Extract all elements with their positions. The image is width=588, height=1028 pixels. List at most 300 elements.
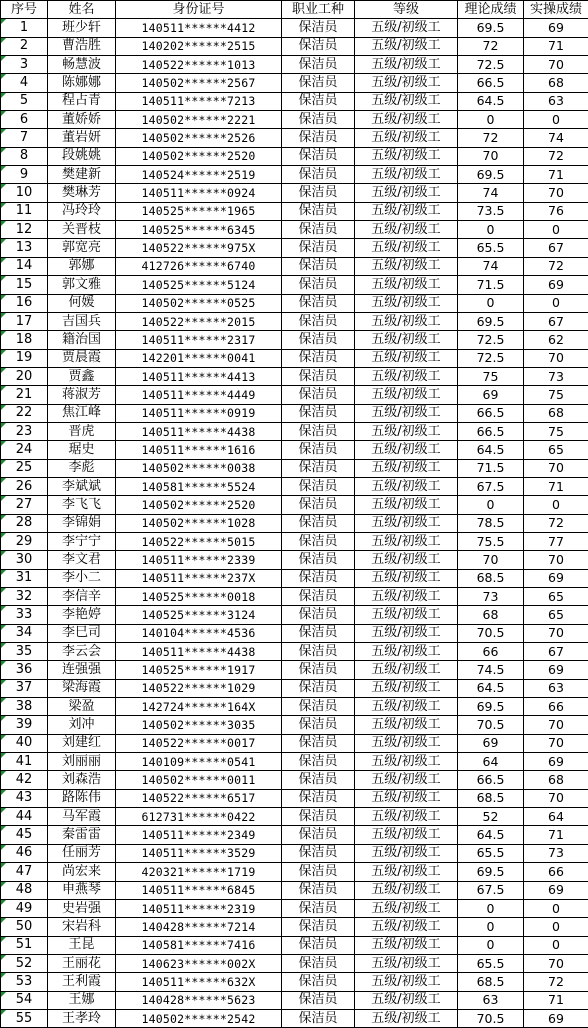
- cell-practice-score[interactable]: 69: [524, 753, 588, 771]
- cell-level[interactable]: 五级/初级工: [355, 569, 458, 587]
- cell-theory-score[interactable]: 69.5: [458, 166, 524, 184]
- cell-job[interactable]: 保洁员: [282, 643, 355, 661]
- cell-theory-score[interactable]: 69: [458, 734, 524, 752]
- cell-id-number[interactable]: 140522******975X: [116, 239, 282, 257]
- cell-name[interactable]: 蒋淑芳: [48, 386, 116, 404]
- cell-theory-score[interactable]: 65.5: [458, 954, 524, 972]
- cell-name[interactable]: 宋岩科: [48, 918, 116, 936]
- cell-theory-score[interactable]: 72.5: [458, 331, 524, 349]
- cell-job[interactable]: 保洁员: [282, 863, 355, 881]
- cell-job[interactable]: 保洁员: [282, 349, 355, 367]
- cell-name[interactable]: 王昆: [48, 936, 116, 954]
- cell-practice-score[interactable]: 66: [524, 863, 588, 881]
- cell-name[interactable]: 李艳婷: [48, 606, 116, 624]
- cell-level[interactable]: 五级/初级工: [355, 37, 458, 55]
- cell-practice-score[interactable]: 75: [524, 422, 588, 440]
- cell-no[interactable]: [1, 239, 48, 257]
- cell-level[interactable]: 五级/初级工: [355, 624, 458, 642]
- cell-id-number[interactable]: 140502******2221: [116, 111, 282, 129]
- cell-practice-score[interactable]: 77: [524, 532, 588, 550]
- cell-level[interactable]: 五级/初级工: [355, 459, 458, 477]
- cell-name[interactable]: 陈娜娜: [48, 74, 116, 92]
- cell-id-number[interactable]: 140581******7416: [116, 936, 282, 954]
- cell-level[interactable]: 五级/初级工: [355, 808, 458, 826]
- cell-id-number[interactable]: 140502******2542: [116, 1009, 282, 1027]
- cell-id-number[interactable]: 140522******1013: [116, 56, 282, 74]
- cell-theory-score[interactable]: 74: [458, 257, 524, 275]
- cell-no[interactable]: [1, 863, 48, 881]
- cell-level[interactable]: 五级/初级工: [355, 661, 458, 679]
- cell-level[interactable]: 五级/初级工: [355, 441, 458, 459]
- cell-name[interactable]: 秦雷雷: [48, 826, 116, 844]
- cell-name[interactable]: 贾晨霞: [48, 349, 116, 367]
- cell-id-number[interactable]: 140525******1917: [116, 661, 282, 679]
- cell-name[interactable]: 李小二: [48, 569, 116, 587]
- cell-job[interactable]: 保洁员: [282, 404, 355, 422]
- cell-theory-score[interactable]: 66.5: [458, 74, 524, 92]
- cell-job[interactable]: 保洁员: [282, 459, 355, 477]
- cell-id-number[interactable]: 140511******4413: [116, 367, 282, 385]
- cell-practice-score[interactable]: 68: [524, 771, 588, 789]
- cell-name[interactable]: 程占青: [48, 92, 116, 110]
- cell-no[interactable]: [1, 789, 48, 807]
- cell-theory-score[interactable]: 67.5: [458, 881, 524, 899]
- cell-id-number[interactable]: 420321******1719: [116, 863, 282, 881]
- cell-name[interactable]: 关晋枝: [48, 221, 116, 239]
- cell-job[interactable]: 保洁员: [282, 202, 355, 220]
- cell-level[interactable]: 五级/初级工: [355, 991, 458, 1009]
- cell-theory-score[interactable]: 74.5: [458, 661, 524, 679]
- cell-id-number[interactable]: 140502******2567: [116, 74, 282, 92]
- cell-level[interactable]: 五级/初级工: [355, 936, 458, 954]
- cell-id-number[interactable]: 140502******2526: [116, 129, 282, 147]
- cell-name[interactable]: 王孝玲: [48, 1009, 116, 1027]
- cell-job[interactable]: 保洁员: [282, 1009, 355, 1027]
- cell-job[interactable]: 保洁员: [282, 826, 355, 844]
- cell-name[interactable]: 吉国兵: [48, 312, 116, 330]
- cell-theory-score[interactable]: 66.5: [458, 771, 524, 789]
- cell-name[interactable]: 董岩妍: [48, 129, 116, 147]
- cell-practice-score[interactable]: 70: [524, 56, 588, 74]
- cell-practice-score[interactable]: 71: [524, 991, 588, 1009]
- cell-name[interactable]: 郭娜: [48, 257, 116, 275]
- cell-no[interactable]: [1, 698, 48, 716]
- cell-job[interactable]: 保洁员: [282, 37, 355, 55]
- cell-no[interactable]: [1, 734, 48, 752]
- cell-no[interactable]: [1, 918, 48, 936]
- cell-level[interactable]: 五级/初级工: [355, 954, 458, 972]
- cell-id-number[interactable]: 140522******0017: [116, 734, 282, 752]
- cell-id-number[interactable]: 140524******2519: [116, 166, 282, 184]
- cell-job[interactable]: 保洁员: [282, 734, 355, 752]
- cell-id-number[interactable]: 140502******3035: [116, 716, 282, 734]
- cell-id-number[interactable]: 140428******7214: [116, 918, 282, 936]
- cell-name[interactable]: 王娜: [48, 991, 116, 1009]
- cell-theory-score[interactable]: 52: [458, 808, 524, 826]
- cell-theory-score[interactable]: 0: [458, 899, 524, 917]
- cell-level[interactable]: 五级/初级工: [355, 477, 458, 495]
- cell-theory-score[interactable]: 70: [458, 147, 524, 165]
- cell-practice-score[interactable]: 68: [524, 404, 588, 422]
- cell-theory-score[interactable]: 63: [458, 991, 524, 1009]
- cell-name[interactable]: 尚宏来: [48, 863, 116, 881]
- cell-id-number[interactable]: 140525******6345: [116, 221, 282, 239]
- header-name[interactable]: 姓名: [48, 1, 116, 19]
- cell-level[interactable]: 五级/初级工: [355, 771, 458, 789]
- cell-level[interactable]: 五级/初级工: [355, 294, 458, 312]
- cell-id-number[interactable]: 140511******3529: [116, 844, 282, 862]
- cell-job[interactable]: 保洁员: [282, 716, 355, 734]
- cell-practice-score[interactable]: 65: [524, 588, 588, 606]
- cell-no[interactable]: [1, 349, 48, 367]
- cell-level[interactable]: 五级/初级工: [355, 276, 458, 294]
- cell-name[interactable]: 畅慧波: [48, 56, 116, 74]
- cell-no[interactable]: [1, 954, 48, 972]
- cell-id-number[interactable]: 140428******5623: [116, 991, 282, 1009]
- cell-no[interactable]: [1, 991, 48, 1009]
- cell-no[interactable]: [1, 753, 48, 771]
- cell-id-number[interactable]: 140511******4438: [116, 643, 282, 661]
- cell-id-number[interactable]: 140502******0525: [116, 294, 282, 312]
- cell-id-number[interactable]: 140202******2515: [116, 37, 282, 55]
- cell-practice-score[interactable]: 67: [524, 239, 588, 257]
- cell-id-number[interactable]: 140511******6845: [116, 881, 282, 899]
- cell-id-number[interactable]: 140511******2317: [116, 331, 282, 349]
- cell-no[interactable]: [1, 477, 48, 495]
- cell-id-number[interactable]: 140511******4412: [116, 19, 282, 37]
- cell-practice-score[interactable]: 75: [524, 386, 588, 404]
- cell-name[interactable]: 李飞飞: [48, 496, 116, 514]
- cell-job[interactable]: 保洁员: [282, 276, 355, 294]
- cell-name[interactable]: 刘森浩: [48, 771, 116, 789]
- header-practice[interactable]: 实操成绩: [524, 1, 588, 19]
- cell-name[interactable]: 冯玲玲: [48, 202, 116, 220]
- cell-job[interactable]: 保洁员: [282, 147, 355, 165]
- cell-job[interactable]: 保洁员: [282, 569, 355, 587]
- cell-id-number[interactable]: 140104******4536: [116, 624, 282, 642]
- cell-theory-score[interactable]: 66.5: [458, 422, 524, 440]
- cell-no[interactable]: [1, 459, 48, 477]
- cell-practice-score[interactable]: 62: [524, 331, 588, 349]
- cell-name[interactable]: 梁盈: [48, 698, 116, 716]
- cell-level[interactable]: 五级/初级工: [355, 202, 458, 220]
- cell-theory-score[interactable]: 74: [458, 184, 524, 202]
- cell-theory-score[interactable]: 69.5: [458, 863, 524, 881]
- cell-no[interactable]: [1, 294, 48, 312]
- cell-name[interactable]: 郭宽亮: [48, 239, 116, 257]
- cell-name[interactable]: 焦江峰: [48, 404, 116, 422]
- cell-no[interactable]: [1, 404, 48, 422]
- cell-no[interactable]: [1, 19, 48, 37]
- cell-level[interactable]: 五级/初级工: [355, 973, 458, 991]
- cell-level[interactable]: 五级/初级工: [355, 221, 458, 239]
- cell-name[interactable]: 申燕琴: [48, 881, 116, 899]
- cell-name[interactable]: 贾鑫: [48, 367, 116, 385]
- cell-job[interactable]: 保洁员: [282, 239, 355, 257]
- cell-id-number[interactable]: 140525******1965: [116, 202, 282, 220]
- cell-name[interactable]: 路陈伟: [48, 789, 116, 807]
- cell-level[interactable]: 五级/初级工: [355, 92, 458, 110]
- cell-no[interactable]: [1, 606, 48, 624]
- cell-level[interactable]: 五级/初级工: [355, 551, 458, 569]
- cell-job[interactable]: 保洁员: [282, 606, 355, 624]
- cell-practice-score[interactable]: 0: [524, 221, 588, 239]
- cell-id-number[interactable]: 612731******0422: [116, 808, 282, 826]
- cell-name[interactable]: 刘冲: [48, 716, 116, 734]
- cell-theory-score[interactable]: 69.5: [458, 19, 524, 37]
- cell-no[interactable]: [1, 367, 48, 385]
- cell-theory-score[interactable]: 68: [458, 606, 524, 624]
- cell-theory-score[interactable]: 0: [458, 936, 524, 954]
- cell-level[interactable]: 五级/初级工: [355, 257, 458, 275]
- cell-level[interactable]: 五级/初级工: [355, 753, 458, 771]
- cell-no[interactable]: [1, 679, 48, 697]
- cell-practice-score[interactable]: 63: [524, 92, 588, 110]
- cell-no[interactable]: [1, 936, 48, 954]
- cell-no[interactable]: [1, 147, 48, 165]
- cell-no[interactable]: [1, 771, 48, 789]
- cell-no[interactable]: [1, 532, 48, 550]
- cell-name[interactable]: 李巳司: [48, 624, 116, 642]
- cell-id-number[interactable]: 140581******5524: [116, 477, 282, 495]
- header-no[interactable]: 序号: [1, 1, 48, 19]
- cell-id-number[interactable]: 412726******6740: [116, 257, 282, 275]
- cell-name[interactable]: 李文君: [48, 551, 116, 569]
- cell-name[interactable]: 樊琳芳: [48, 184, 116, 202]
- cell-theory-score[interactable]: 68.5: [458, 973, 524, 991]
- cell-practice-score[interactable]: 65: [524, 606, 588, 624]
- cell-practice-score[interactable]: 73: [524, 844, 588, 862]
- cell-practice-score[interactable]: 73: [524, 367, 588, 385]
- cell-job[interactable]: 保洁员: [282, 92, 355, 110]
- cell-theory-score[interactable]: 73.5: [458, 202, 524, 220]
- cell-id-number[interactable]: 140511******2319: [116, 899, 282, 917]
- cell-name[interactable]: 史岩强: [48, 899, 116, 917]
- cell-id-number[interactable]: 140525******5124: [116, 276, 282, 294]
- cell-id-number[interactable]: 140511******4449: [116, 386, 282, 404]
- cell-practice-score[interactable]: 64: [524, 808, 588, 826]
- cell-practice-score[interactable]: 69: [524, 881, 588, 899]
- cell-theory-score[interactable]: 69.5: [458, 312, 524, 330]
- cell-name[interactable]: 樊建新: [48, 166, 116, 184]
- cell-job[interactable]: 保洁员: [282, 56, 355, 74]
- cell-level[interactable]: 五级/初级工: [355, 367, 458, 385]
- cell-id-number[interactable]: 140502******1028: [116, 514, 282, 532]
- cell-job[interactable]: 保洁员: [282, 661, 355, 679]
- cell-id-number[interactable]: 140502******2520: [116, 147, 282, 165]
- cell-job[interactable]: 保洁员: [282, 129, 355, 147]
- cell-level[interactable]: 五级/初级工: [355, 826, 458, 844]
- cell-name[interactable]: 连强强: [48, 661, 116, 679]
- cell-theory-score[interactable]: 70: [458, 551, 524, 569]
- cell-no[interactable]: [1, 184, 48, 202]
- cell-no[interactable]: [1, 881, 48, 899]
- cell-level[interactable]: 五级/初级工: [355, 789, 458, 807]
- cell-no[interactable]: [1, 331, 48, 349]
- cell-level[interactable]: 五级/初级工: [355, 606, 458, 624]
- cell-no[interactable]: [1, 92, 48, 110]
- cell-no[interactable]: [1, 202, 48, 220]
- header-theory[interactable]: 理论成绩: [458, 1, 524, 19]
- cell-theory-score[interactable]: 69.5: [458, 698, 524, 716]
- header-level[interactable]: 等级: [355, 1, 458, 19]
- cell-theory-score[interactable]: 64.5: [458, 826, 524, 844]
- cell-level[interactable]: 五级/初级工: [355, 166, 458, 184]
- cell-practice-score[interactable]: 70: [524, 624, 588, 642]
- cell-no[interactable]: [1, 514, 48, 532]
- cell-theory-score[interactable]: 72.5: [458, 349, 524, 367]
- cell-theory-score[interactable]: 65.5: [458, 844, 524, 862]
- cell-name[interactable]: 刘丽丽: [48, 753, 116, 771]
- cell-level[interactable]: 五级/初级工: [355, 643, 458, 661]
- cell-practice-score[interactable]: 70: [524, 184, 588, 202]
- cell-level[interactable]: 五级/初级工: [355, 881, 458, 899]
- cell-job[interactable]: 保洁员: [282, 588, 355, 606]
- cell-theory-score[interactable]: 0: [458, 294, 524, 312]
- cell-theory-score[interactable]: 73: [458, 588, 524, 606]
- cell-theory-score[interactable]: 0: [458, 918, 524, 936]
- cell-name[interactable]: 曹浩胜: [48, 37, 116, 55]
- cell-theory-score[interactable]: 70.5: [458, 716, 524, 734]
- cell-practice-score[interactable]: 70: [524, 459, 588, 477]
- cell-job[interactable]: 保洁员: [282, 698, 355, 716]
- cell-id-number[interactable]: 140511******0924: [116, 184, 282, 202]
- cell-name[interactable]: 李彪: [48, 459, 116, 477]
- cell-theory-score[interactable]: 68.5: [458, 789, 524, 807]
- cell-theory-score[interactable]: 64.5: [458, 92, 524, 110]
- cell-level[interactable]: 五级/初级工: [355, 588, 458, 606]
- cell-no[interactable]: [1, 422, 48, 440]
- cell-level[interactable]: 五级/初级工: [355, 496, 458, 514]
- cell-practice-score[interactable]: 69: [524, 569, 588, 587]
- cell-id-number[interactable]: 140511******0919: [116, 404, 282, 422]
- cell-no[interactable]: [1, 496, 48, 514]
- cell-theory-score[interactable]: 64.5: [458, 679, 524, 697]
- cell-no[interactable]: [1, 973, 48, 991]
- cell-name[interactable]: 梁海霞: [48, 679, 116, 697]
- cell-no[interactable]: [1, 551, 48, 569]
- cell-level[interactable]: 五级/初级工: [355, 184, 458, 202]
- cell-id-number[interactable]: 140502******0011: [116, 771, 282, 789]
- cell-level[interactable]: 五级/初级工: [355, 147, 458, 165]
- cell-practice-score[interactable]: 72: [524, 514, 588, 532]
- cell-level[interactable]: 五级/初级工: [355, 386, 458, 404]
- cell-id-number[interactable]: 140525******3124: [116, 606, 282, 624]
- cell-level[interactable]: 五级/初级工: [355, 1009, 458, 1027]
- cell-theory-score[interactable]: 72: [458, 129, 524, 147]
- cell-practice-score[interactable]: 70: [524, 551, 588, 569]
- cell-practice-score[interactable]: 63: [524, 679, 588, 697]
- cell-level[interactable]: 五级/初级工: [355, 349, 458, 367]
- cell-id-number[interactable]: 140511******1616: [116, 441, 282, 459]
- cell-id-number[interactable]: 140623******002X: [116, 954, 282, 972]
- cell-theory-score[interactable]: 71.5: [458, 276, 524, 294]
- cell-level[interactable]: 五级/初级工: [355, 863, 458, 881]
- cell-job[interactable]: 保洁员: [282, 881, 355, 899]
- cell-theory-score[interactable]: 66.5: [458, 404, 524, 422]
- cell-theory-score[interactable]: 65.5: [458, 239, 524, 257]
- cell-practice-score[interactable]: 69: [524, 276, 588, 294]
- cell-practice-score[interactable]: 71: [524, 477, 588, 495]
- cell-level[interactable]: 五级/初级工: [355, 734, 458, 752]
- cell-name[interactable]: 王利霞: [48, 973, 116, 991]
- cell-no[interactable]: [1, 221, 48, 239]
- cell-id-number[interactable]: 140511******7213: [116, 92, 282, 110]
- cell-no[interactable]: [1, 844, 48, 862]
- cell-level[interactable]: 五级/初级工: [355, 129, 458, 147]
- cell-theory-score[interactable]: 68.5: [458, 569, 524, 587]
- cell-id-number[interactable]: 140511******2339: [116, 551, 282, 569]
- cell-theory-score[interactable]: 0: [458, 496, 524, 514]
- cell-practice-score[interactable]: 72: [524, 257, 588, 275]
- cell-practice-score[interactable]: 0: [524, 899, 588, 917]
- cell-id-number[interactable]: 140525******0018: [116, 588, 282, 606]
- cell-name[interactable]: 刘建红: [48, 734, 116, 752]
- cell-job[interactable]: 保洁员: [282, 514, 355, 532]
- cell-name[interactable]: 郭文雅: [48, 276, 116, 294]
- cell-job[interactable]: 保洁员: [282, 166, 355, 184]
- cell-no[interactable]: [1, 257, 48, 275]
- cell-id-number[interactable]: 142724******164X: [116, 698, 282, 716]
- cell-no[interactable]: [1, 312, 48, 330]
- cell-no[interactable]: [1, 899, 48, 917]
- cell-practice-score[interactable]: 69: [524, 1009, 588, 1027]
- cell-practice-score[interactable]: 71: [524, 37, 588, 55]
- cell-level[interactable]: 五级/初级工: [355, 56, 458, 74]
- cell-theory-score[interactable]: 64: [458, 753, 524, 771]
- cell-practice-score[interactable]: 76: [524, 202, 588, 220]
- cell-theory-score[interactable]: 64.5: [458, 441, 524, 459]
- cell-level[interactable]: 五级/初级工: [355, 404, 458, 422]
- cell-id-number[interactable]: 140522******1029: [116, 679, 282, 697]
- cell-name[interactable]: 何媛: [48, 294, 116, 312]
- cell-no[interactable]: [1, 111, 48, 129]
- cell-practice-score[interactable]: 0: [524, 294, 588, 312]
- cell-practice-score[interactable]: 66: [524, 698, 588, 716]
- cell-job[interactable]: 保洁员: [282, 532, 355, 550]
- cell-job[interactable]: 保洁员: [282, 19, 355, 37]
- cell-id-number[interactable]: 140109******0541: [116, 753, 282, 771]
- cell-job[interactable]: 保洁员: [282, 679, 355, 697]
- cell-job[interactable]: 保洁员: [282, 789, 355, 807]
- cell-theory-score[interactable]: 0: [458, 221, 524, 239]
- cell-job[interactable]: 保洁员: [282, 973, 355, 991]
- cell-id-number[interactable]: 140502******0038: [116, 459, 282, 477]
- cell-theory-score[interactable]: 72.5: [458, 56, 524, 74]
- cell-theory-score[interactable]: 69: [458, 386, 524, 404]
- cell-name[interactable]: 王丽花: [48, 954, 116, 972]
- cell-id-number[interactable]: 140511******632X: [116, 973, 282, 991]
- header-job[interactable]: 职业工种: [282, 1, 355, 19]
- cell-practice-score[interactable]: 0: [524, 111, 588, 129]
- cell-name[interactable]: 马军霞: [48, 808, 116, 826]
- cell-practice-score[interactable]: 65: [524, 441, 588, 459]
- cell-name[interactable]: 班少轩: [48, 19, 116, 37]
- cell-job[interactable]: 保洁员: [282, 386, 355, 404]
- cell-job[interactable]: 保洁员: [282, 111, 355, 129]
- cell-practice-score[interactable]: 70: [524, 789, 588, 807]
- cell-job[interactable]: 保洁员: [282, 771, 355, 789]
- cell-level[interactable]: 五级/初级工: [355, 19, 458, 37]
- cell-practice-score[interactable]: 0: [524, 918, 588, 936]
- cell-level[interactable]: 五级/初级工: [355, 698, 458, 716]
- cell-job[interactable]: 保洁员: [282, 331, 355, 349]
- cell-no[interactable]: [1, 716, 48, 734]
- cell-id-number[interactable]: 140502******2520: [116, 496, 282, 514]
- cell-name[interactable]: 李宁宁: [48, 532, 116, 550]
- cell-level[interactable]: 五级/初级工: [355, 679, 458, 697]
- cell-practice-score[interactable]: 67: [524, 312, 588, 330]
